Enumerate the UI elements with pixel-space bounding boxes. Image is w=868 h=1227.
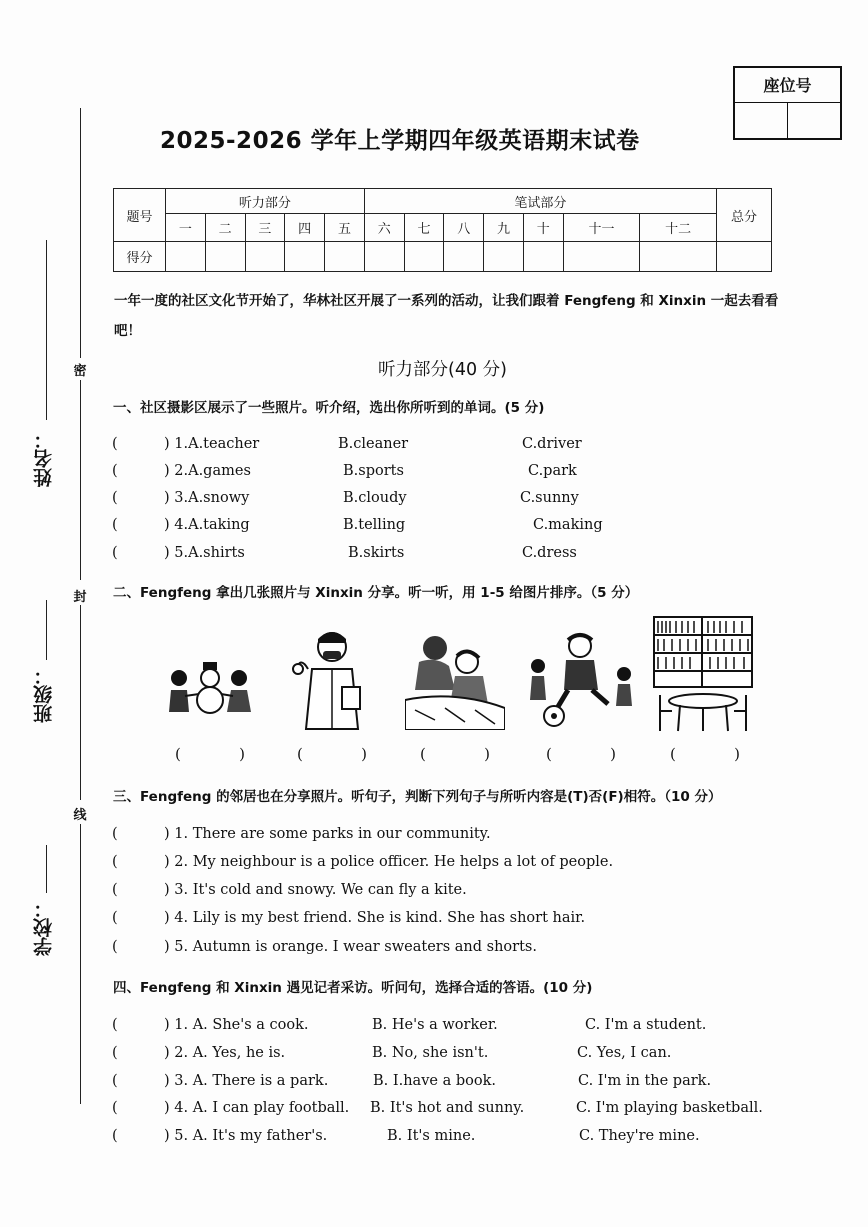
page-title: 2025-2026 学年上学期四年级英语期末试卷 bbox=[160, 128, 640, 154]
option-c: C. I'm in the park. bbox=[578, 1073, 712, 1089]
score-cell[interactable] bbox=[444, 242, 484, 272]
col-num: 五 bbox=[325, 214, 365, 242]
score-cell[interactable] bbox=[166, 242, 206, 272]
option-a: ) 2. A. Yes, he is. bbox=[164, 1045, 286, 1061]
s4-question-5 bbox=[112, 1128, 812, 1152]
option-c: C.park bbox=[528, 463, 577, 479]
answer-paren[interactable]: ( bbox=[112, 490, 118, 506]
doctor-picture-icon bbox=[290, 625, 370, 730]
binding-line-bottom bbox=[80, 824, 81, 1104]
option-c: C. I'm playing basketball. bbox=[576, 1100, 763, 1116]
snowman-picture-icon bbox=[165, 650, 255, 720]
s1-question-2 bbox=[112, 463, 812, 487]
answer-paren[interactable]: ( bbox=[112, 882, 118, 898]
score-cell[interactable] bbox=[325, 242, 365, 272]
option-c: C. Yes, I can. bbox=[577, 1045, 672, 1061]
caring-picture-icon bbox=[405, 630, 505, 730]
s4-question-3 bbox=[112, 1073, 812, 1097]
seat-cell-1[interactable] bbox=[735, 103, 787, 140]
picture-2-answer[interactable]: ( ) bbox=[297, 745, 367, 763]
item-label: 题号 bbox=[114, 189, 166, 242]
option-b: B. He's a worker. bbox=[372, 1017, 498, 1033]
option-b: B.telling bbox=[343, 517, 406, 533]
listening-part-title: 听力部分(40 分) bbox=[378, 360, 507, 380]
seat-cell-2[interactable] bbox=[787, 103, 840, 140]
option-a: ) 4.A.taking bbox=[164, 517, 250, 533]
option-c: C.dress bbox=[522, 545, 577, 561]
col-num: 七 bbox=[404, 214, 444, 242]
statement-text: ) 5. Autumn is orange. I wear sweaters and shorts. bbox=[164, 939, 537, 955]
s3-question-4 bbox=[112, 910, 812, 934]
score-cell[interactable] bbox=[563, 242, 640, 272]
score-table bbox=[113, 188, 772, 272]
picture-3-answer[interactable]: ( ) bbox=[420, 745, 490, 763]
s4-question-2 bbox=[112, 1045, 812, 1069]
col-num: 三 bbox=[245, 214, 285, 242]
option-b: B. No, she isn't. bbox=[372, 1045, 489, 1061]
option-c: C.driver bbox=[522, 436, 582, 452]
option-b: B. It's hot and sunny. bbox=[370, 1100, 525, 1116]
answer-paren[interactable]: ( bbox=[112, 1017, 118, 1033]
col-num: 十 bbox=[523, 214, 563, 242]
option-a: ) 5.A.shirts bbox=[164, 545, 245, 561]
option-c: C.making bbox=[533, 517, 603, 533]
binding-line-top bbox=[80, 108, 81, 358]
answer-paren[interactable]: ( bbox=[112, 854, 118, 870]
s1-question-5 bbox=[112, 545, 812, 569]
s1-question-3 bbox=[112, 490, 812, 514]
option-b: B.cleaner bbox=[338, 436, 409, 452]
binding-line-mid2 bbox=[80, 605, 81, 800]
picture-1-answer[interactable]: ( ) bbox=[175, 745, 245, 763]
class-underline bbox=[46, 600, 47, 660]
option-a: ) 3. A. There is a park. bbox=[164, 1073, 329, 1089]
answer-paren[interactable]: ( bbox=[112, 1128, 118, 1144]
class-label: 班级： bbox=[33, 666, 55, 723]
option-b: B.skirts bbox=[348, 545, 405, 561]
seal-char-mi: 密 bbox=[73, 364, 87, 379]
option-b: B.sports bbox=[343, 463, 404, 479]
total-score-cell[interactable] bbox=[717, 242, 772, 272]
option-a: ) 4. A. I can play football. bbox=[164, 1100, 350, 1116]
seal-char-feng: 封 bbox=[73, 590, 87, 605]
class-field[interactable] bbox=[30, 600, 54, 760]
name-underline bbox=[46, 240, 47, 420]
library-picture-icon bbox=[652, 615, 754, 733]
option-b: B.cloudy bbox=[343, 490, 407, 506]
s3-question-5 bbox=[112, 939, 812, 963]
school-underline bbox=[46, 845, 47, 893]
answer-paren[interactable]: ( bbox=[112, 826, 118, 842]
score-cell[interactable] bbox=[484, 242, 524, 272]
score-cell[interactable] bbox=[640, 242, 717, 272]
score-label: 得分 bbox=[114, 242, 166, 272]
picture-5-answer[interactable]: ( ) bbox=[670, 745, 740, 763]
answer-paren[interactable]: ( bbox=[112, 463, 118, 479]
section2-heading: 二、Fengfeng 拿出几张照片与 Xinxin 分享。听一听，用 1-5 给图片排序。（5 分） bbox=[113, 585, 639, 601]
name-label: 姓名： bbox=[33, 430, 55, 487]
picture-row bbox=[160, 615, 770, 765]
answer-paren[interactable]: ( bbox=[112, 545, 118, 561]
statement-text: ) 3. It's cold and snowy. We can fly a kite. bbox=[164, 882, 467, 898]
s1-question-1 bbox=[112, 436, 812, 460]
statement-text: ) 4. Lily is my best friend. She is kind. She has short hair. bbox=[164, 910, 586, 926]
s3-question-2 bbox=[112, 854, 812, 878]
picture-4-answer[interactable]: ( ) bbox=[546, 745, 616, 763]
intro-paragraph: 一年一度的社区文化节开始了，华林社区开展了一系列的活动，让我们跟着 Fengfeng 和 Xinxin 一起去看看吧！ bbox=[114, 293, 779, 339]
statement-text: ) 1. There are some parks in our community. bbox=[164, 826, 491, 842]
total-label: 总分 bbox=[717, 189, 772, 242]
s4-question-4 bbox=[112, 1100, 812, 1124]
name-field[interactable] bbox=[30, 240, 54, 490]
listening-group-label: 听力部分 bbox=[166, 189, 365, 214]
option-a: ) 5. A. It's my father's. bbox=[164, 1128, 328, 1144]
school-label: 学校： bbox=[33, 899, 55, 956]
option-a: ) 3.A.snowy bbox=[164, 490, 250, 506]
col-num: 十二 bbox=[640, 214, 717, 242]
writing-group-label: 笔试部分 bbox=[364, 189, 716, 214]
seat-number-box bbox=[733, 66, 842, 140]
col-num: 八 bbox=[444, 214, 484, 242]
col-num: 一 bbox=[166, 214, 206, 242]
answer-paren[interactable]: ( bbox=[112, 1045, 118, 1061]
col-num: 二 bbox=[205, 214, 245, 242]
col-num: 十一 bbox=[563, 214, 640, 242]
s3-question-3 bbox=[112, 882, 812, 906]
answer-paren[interactable]: ( bbox=[112, 1073, 118, 1089]
answer-paren[interactable]: ( bbox=[112, 436, 118, 452]
option-c: C. They're mine. bbox=[579, 1128, 700, 1144]
answer-paren[interactable]: ( bbox=[112, 939, 118, 955]
school-field[interactable] bbox=[30, 845, 54, 995]
option-a: ) 2.A.games bbox=[164, 463, 251, 479]
option-a: ) 1. A. She's a cook. bbox=[164, 1017, 309, 1033]
section1-heading: 一、社区摄影区展示了一些照片。听介绍，选出你所听到的单词。(5 分) bbox=[113, 400, 545, 416]
score-cell[interactable] bbox=[285, 242, 325, 272]
score-cell[interactable] bbox=[245, 242, 285, 272]
s3-question-1 bbox=[112, 826, 812, 850]
score-cell[interactable] bbox=[205, 242, 245, 272]
statement-text: ) 2. My neighbour is a police officer. He helps a lot of people. bbox=[164, 854, 614, 870]
seal-char-xian: 线 bbox=[73, 808, 87, 823]
binding-line-mid1 bbox=[80, 380, 81, 580]
option-b: B. It's mine. bbox=[387, 1128, 476, 1144]
col-num: 四 bbox=[285, 214, 325, 242]
section4-heading: 四、Fengfeng 和 Xinxin 遇见记者采访。听问句，选择合适的答语。(10 分) bbox=[113, 980, 593, 996]
answer-paren[interactable]: ( bbox=[112, 910, 118, 926]
football-picture-icon bbox=[528, 630, 638, 730]
option-c: C.sunny bbox=[520, 490, 579, 506]
score-cell[interactable] bbox=[404, 242, 444, 272]
col-num: 九 bbox=[484, 214, 524, 242]
col-num: 六 bbox=[364, 214, 404, 242]
option-a: ) 1.A.teacher bbox=[164, 436, 260, 452]
seat-number-label: 座位号 bbox=[735, 68, 840, 103]
score-cell[interactable] bbox=[364, 242, 404, 272]
answer-paren[interactable]: ( bbox=[112, 517, 118, 533]
answer-paren[interactable]: ( bbox=[112, 1100, 118, 1116]
s1-question-4 bbox=[112, 517, 812, 541]
option-c: C. I'm a student. bbox=[585, 1017, 707, 1033]
s4-question-1 bbox=[112, 1017, 812, 1041]
section3-heading: 三、Fengfeng 的邻居也在分享照片。听句子，判断下列句子与所听内容是(T)否(F)相符。（10 分） bbox=[113, 789, 722, 805]
option-b: B. I.have a book. bbox=[373, 1073, 496, 1089]
score-cell[interactable] bbox=[523, 242, 563, 272]
